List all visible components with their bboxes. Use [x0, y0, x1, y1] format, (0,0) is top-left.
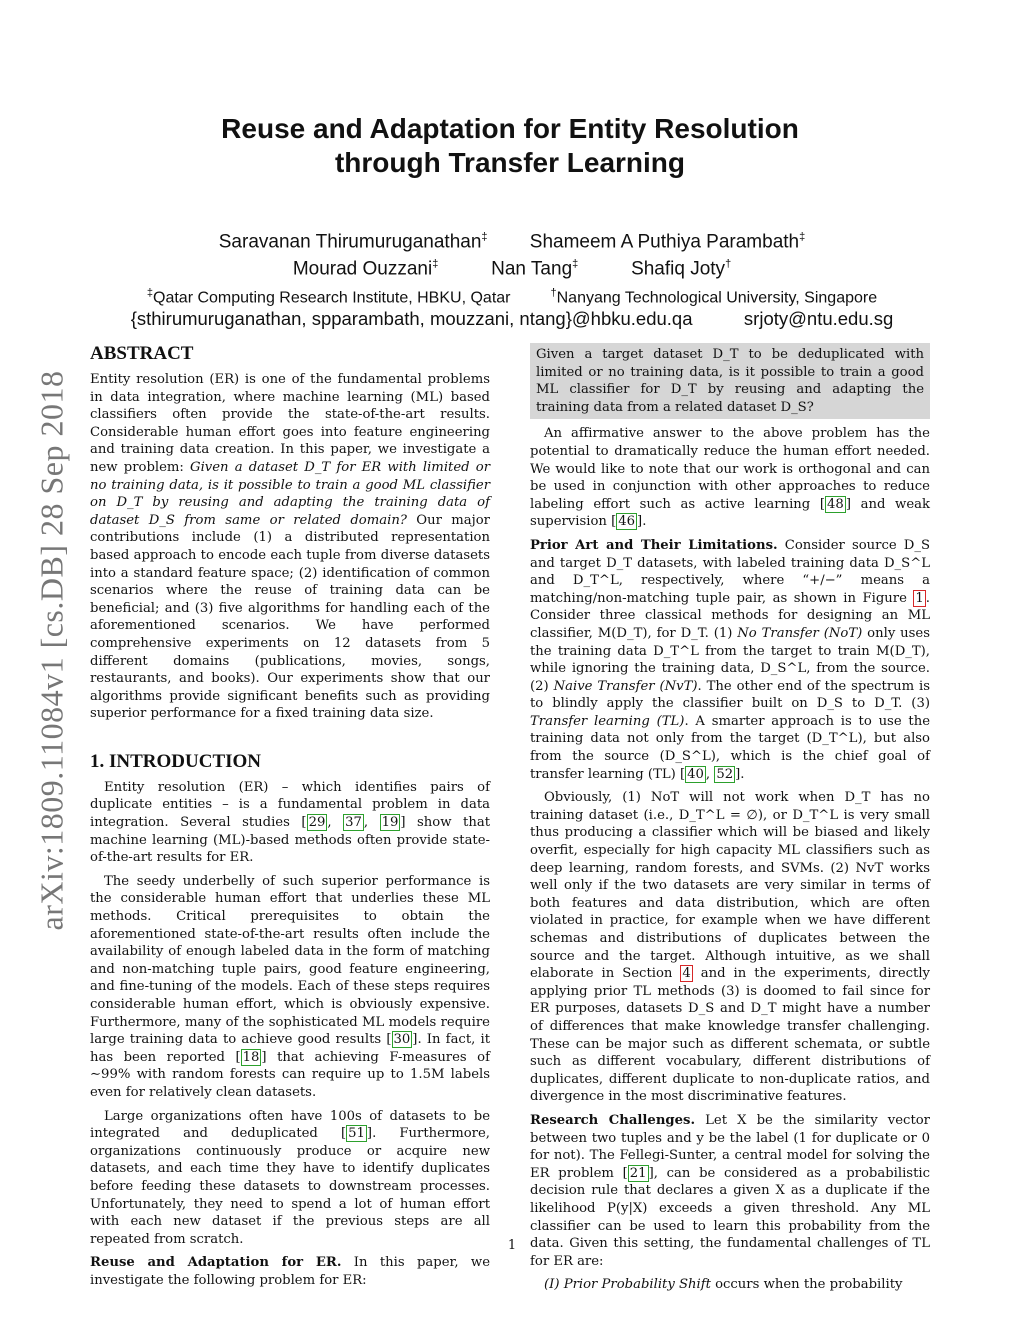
- affil-mark: ‡: [481, 231, 488, 243]
- research-challenges-heading: Research Challenges.: [530, 1112, 696, 1128]
- text: Let X be the similarity vector between two tuples and y be the label (1 for duplicate or 0 for not). The Fellegi-Sunter, a central model for solving the ER problem: [530, 1112, 930, 1181]
- text: and weak supervision: [530, 496, 930, 530]
- citation-link[interactable]: 51: [348, 1126, 365, 1142]
- text: The seedy underbelly of such superior performance is the considerable human effort that underlies these ML methods. Critical prerequisites to obtain the aforementioned state-of-the-art results often include the availability of enough labeled data in the form of matching and non-matching tuple pairs, good feature engineering, and fine-tuning of the models. Each of these steps requires considerable human effort, which is obviously expensive. Furthermore, many of the sophisticated ML models require large training data to achieve good results: [90, 873, 490, 1048]
- abstract-text-after: Our major contributions include (1) a distributed representation based approach to encode each tuple from diverse datasets into a standard feature space; (2) identification of common scenarios where the reuse of training data can be beneficial; and (3) five algorithms for handling each of the aforementioned scenarios. We have performed comprehensive experiments on 12 datasets from 5 different domains (publications, movies, songs, restaurants, and books). Our experiments show that our algorithms provide significant benefits such as providing superior performance for a fixed training data size.: [90, 512, 490, 722]
- abstract-heading: ABSTRACT: [90, 343, 194, 364]
- text: . In fact, it has been reported: [90, 1032, 490, 1065]
- reuse-paragraph: [90, 1254, 490, 1289]
- author-block: [80, 226, 944, 330]
- text: .: [740, 766, 745, 782]
- prior-art-paragraph: Prior Art and Their Limitations. Consider source D_S and target D_T datasets, with labeled training data D_S^L and D_T^L, respectively, where “+/−” means a matching/non-matching tuple pair, as shown in Figure 1 . Consider three classical methods for designing an ML classifier, M(D_T), for D_T. (1) No Transfer (NoT) only uses the training data D_T^L from the target to train M(D_T), while ignoring the training data, D_S^L, from the source. (2) Naive Transfer (NvT). The other end of the spectrum is to blindly apply the classifier built on D_S to D_T. (3) Transfer learning (TL). A smarter approach is to use the training data not only from the target (D_T^L), but also from the source (D_S^L), which is the chief goal of transfer learning (TL) [ 40 , 52 ].: [530, 537, 931, 782]
- citation-link[interactable]: 48: [827, 496, 844, 512]
- paper-title: [120, 112, 900, 180]
- affil-mark: †: [725, 258, 732, 271]
- figure-link[interactable]: 1: [915, 590, 924, 606]
- emails: [80, 308, 944, 330]
- affiliation-ntu: Nanyang Technological University, Singapore: [556, 288, 878, 306]
- affil-mark: ‡: [572, 258, 579, 271]
- email-ntu: srjoty@ntu.edu.sg: [743, 307, 894, 329]
- text: Consider source D_S and target D_T datasets, with labeled training data D_S^L and D_T^L, respectively, where “+/−” means a matching/non-matching tuple pair, as shown in Figure: [530, 537, 931, 606]
- naive-transfer-label: Naive Transfer (NvT): [553, 678, 698, 694]
- abstract-text: [90, 371, 490, 723]
- text: . Consider three classical methods for designing an ML classifier, M(D_T), for D_T. (1): [530, 590, 930, 641]
- affil-mark: ‡: [146, 286, 153, 299]
- abstract-text-before: Entity resolution (ER) is one of the fundamental problems in data integration, where machine learning (ML) based classifiers often provide the state-of-the-art results. Considerable human effort goes into feature engineering and training data creation. In this paper, we investigate a new problem:: [90, 372, 490, 475]
- author-1: Saravanan Thirumuruganathan: [218, 231, 482, 253]
- citation-link[interactable]: 21: [629, 1165, 647, 1181]
- citation-link[interactable]: 37: [345, 815, 362, 831]
- left-column: [90, 343, 490, 1296]
- introduction-heading: 1. INTRODUCTION: [90, 750, 262, 772]
- text: . A smarter approach is to use the training data not only from the target (D_T^L), but also from the source (D_S^L), which is the chief goal of transfer learning (TL): [530, 713, 930, 782]
- citation-link[interactable]: 40: [687, 766, 704, 782]
- title-line-1: Reuse and Adaptation for Entity Resolution: [221, 113, 799, 144]
- text: , can be considered as a probabilistic decision rule that declares a given X as a duplicate if the likelihood P(y|X) exceeds a given threshold. Any ML classifier can be used to learn this probability from the data. Given this setting, the fundamental challenges of TL for ER are:: [530, 1165, 930, 1269]
- text: Obviously, (1) NoT will not work when D_T has no training dataset (i.e., D_T^L = ∅), or D_T^L is very small thus producing a classifier which will be biased and likely overfit, especially for high capacity ML classifiers such as deep learning, random forests, and SVMs. (2) NvT works well only if the two datasets are very similar in terms of both features and data distribution, which are often violated in practice, for example when we have different schemas and distributions of duplicates between the source and the target. Although intuitive, as we shall elaborate in Section: [530, 790, 930, 982]
- email-qcri: {sthirumuruganathan, spparambath, mouzzani, ntang}@hbku.edu.qa: [130, 307, 693, 329]
- right-paragraph-1: An affirmative answer to the above problem has the potential to dramatically reduce the human effort needed. We would like to note that our work is orthogonal and can be used in conjunction with other approaches to reduce labeling effort such as active learning [ 48 ] and weak supervision [ 46 ].: [530, 426, 930, 530]
- section-link[interactable]: 4: [682, 966, 691, 982]
- problem-statement-box: Given a target dataset D_T to be deduplicated with limited or no training data, is it possible to train a good ML classifier for D_T by reusing and adapting the training data from a related dataset D_S?: [530, 343, 930, 419]
- author-4: Nan Tang: [491, 258, 573, 280]
- text: Large organizations often have 100s of datasets to be integrated and deduplicated: [90, 1108, 490, 1142]
- citation-link[interactable]: 30: [393, 1032, 411, 1048]
- text: and in the experiments, directly applying prior TL methods (3) is doomed to fail since for ER purposes, datasets D_S and D_T might have a number of differences that make knowledge transfer challenging. These can be major such as different schemata, or subtle such as different vocabulary, different distributions of duplicates, different duplicate to non-duplicate ratios, and divergence in the most discriminative features.: [530, 966, 931, 1105]
- prior-probability-shift-paragraph: [530, 1276, 930, 1294]
- text: .: [642, 514, 647, 530]
- author-5: Shafiq Joty: [631, 258, 726, 280]
- citation-link[interactable]: 18: [242, 1049, 260, 1065]
- affil-mark: †: [550, 286, 557, 299]
- authors-row-1: [80, 226, 944, 253]
- citation-link[interactable]: 46: [618, 514, 636, 530]
- transfer-learning-label: Transfer learning (TL): [530, 713, 685, 729]
- author-3: Mourad Ouzzani: [292, 258, 433, 280]
- text: . Furthermore, organizations continuously produce or acquire new datasets, and each time they have to identify duplicates before feeding these datasets to downstream processes. Unfortunately, they need to spend a lot of human effort with each new dataset if the previous steps are all repeated from scratch.: [90, 1126, 490, 1247]
- right-paragraph-2: [530, 789, 930, 1106]
- citation-link[interactable]: 29: [308, 815, 326, 831]
- prior-probability-shift-label: (I) Prior Probability Shift: [544, 1277, 711, 1293]
- text: show that machine learning (ML)-based methods often provide state-of-the-art results for ER.: [90, 815, 490, 866]
- intro-paragraph-1: Entity resolution (ER) – which identifies pairs of duplicate entities – is a fundamental problem in data integration. Several studies [ 29 , 37 , 19 ] show that machine learning (ML)-based methods often provide state-of-the-art results for ER.: [90, 779, 490, 866]
- authors-row-2: [80, 253, 944, 280]
- text: An affirmative answer to the above problem has the potential to dramatically reduce the human effort needed. We would like to note that our work is orthogonal and can be used in conjunction with other approaches to reduce labeling effort such as active learning: [530, 426, 930, 512]
- abstract-question: Given a dataset D_T for ER with limited or no training data, is it possible to train a good ML classifier on D_T by reusing and adapting the training data of dataset D_S from same or related domain?: [90, 459, 490, 528]
- affil-mark: ‡: [432, 258, 439, 271]
- right-column: [530, 343, 930, 1300]
- text: Entity resolution (ER) – which identifies pairs of duplicate entities – is a fundamental problem in data integration. Several studies: [90, 779, 490, 831]
- intro-paragraph-2: The seedy underbelly of such superior performance is the considerable human effort that underlies these ML methods. Critical prerequisites to obtain the aforementioned state-of-the-art results often include the availability of enough labeled data in the form of matching and non-matching tuple pairs, good feature engineering, and fine-tuning of the models. Each of these steps requires considerable human effort, which is obviously expensive. Furthermore, many of the sophisticated ML models require large training data to achieve good results [ 30 ]. In fact, it has been reported [ 18 ] that achieving F-measures of ∼99% with random forests can require up to 1.5M labels even for relatively clean datasets.: [90, 873, 490, 1100]
- citation-link[interactable]: 19: [381, 815, 399, 831]
- text: only uses the training data D_T^L from the target to train M(D_T), while ignoring the training data, D_S^L, from the source. (2): [530, 625, 930, 694]
- intro-paragraph-3: Large organizations often have 100s of datasets to be integrated and deduplicated [ 51 ]. Furthermore, organizations continuously produce or acquire new datasets, and each time they have to identify duplicates before feeding these datasets to downstream processes. Unfortunately, they need to spend a lot of human effort with each new dataset if the previous steps are all repeated from scratch.: [90, 1108, 490, 1247]
- arxiv-id-text: arXiv:1809.11084v1 [cs.DB] 28 Sep 2018: [33, 370, 70, 930]
- no-transfer-label: No Transfer (NoT): [737, 625, 863, 641]
- arxiv-identifier-stamp: [30, 355, 74, 945]
- reuse-heading: Reuse and Adaptation for ER.: [90, 1255, 342, 1271]
- text: occurs when the probability: [710, 1277, 903, 1293]
- text: . The other end of the spectrum is to blindly apply the classifier built on D_S to D_T. (3): [530, 678, 930, 712]
- affiliations: [80, 283, 944, 308]
- title-line-2: through Transfer Learning: [334, 147, 686, 178]
- text: that achieving F-measures of ∼99% with random forests can require up to 1.5M labels even for relatively clean datasets.: [90, 1049, 490, 1100]
- author-2: Shameem A Puthiya Parambath: [529, 231, 800, 253]
- affiliation-qcri: Qatar Computing Research Institute, HBKU, Qatar: [153, 288, 511, 306]
- text: In this paper, we investigate the following problem for ER:: [90, 1255, 490, 1288]
- affil-mark: ‡: [799, 231, 806, 243]
- page-number: 1: [507, 1238, 517, 1253]
- prior-art-heading: Prior Art and Their Limitations.: [530, 537, 778, 553]
- research-challenges-paragraph: Research Challenges. Let X be the similarity vector between two tuples and y be the label (1 for duplicate or 0 for not). The Fellegi-Sunter, a central model for solving the ER problem [ 21 ], can be considered as a probabilistic decision rule that declares a given X as a duplicate if the likelihood P(y|X) exceeds a given threshold. Any ML classifier can be used to learn this probability from the data. Given this setting, the fundamental challenges of TL for ER are:: [530, 1112, 930, 1269]
- citation-link[interactable]: 52: [716, 766, 734, 782]
